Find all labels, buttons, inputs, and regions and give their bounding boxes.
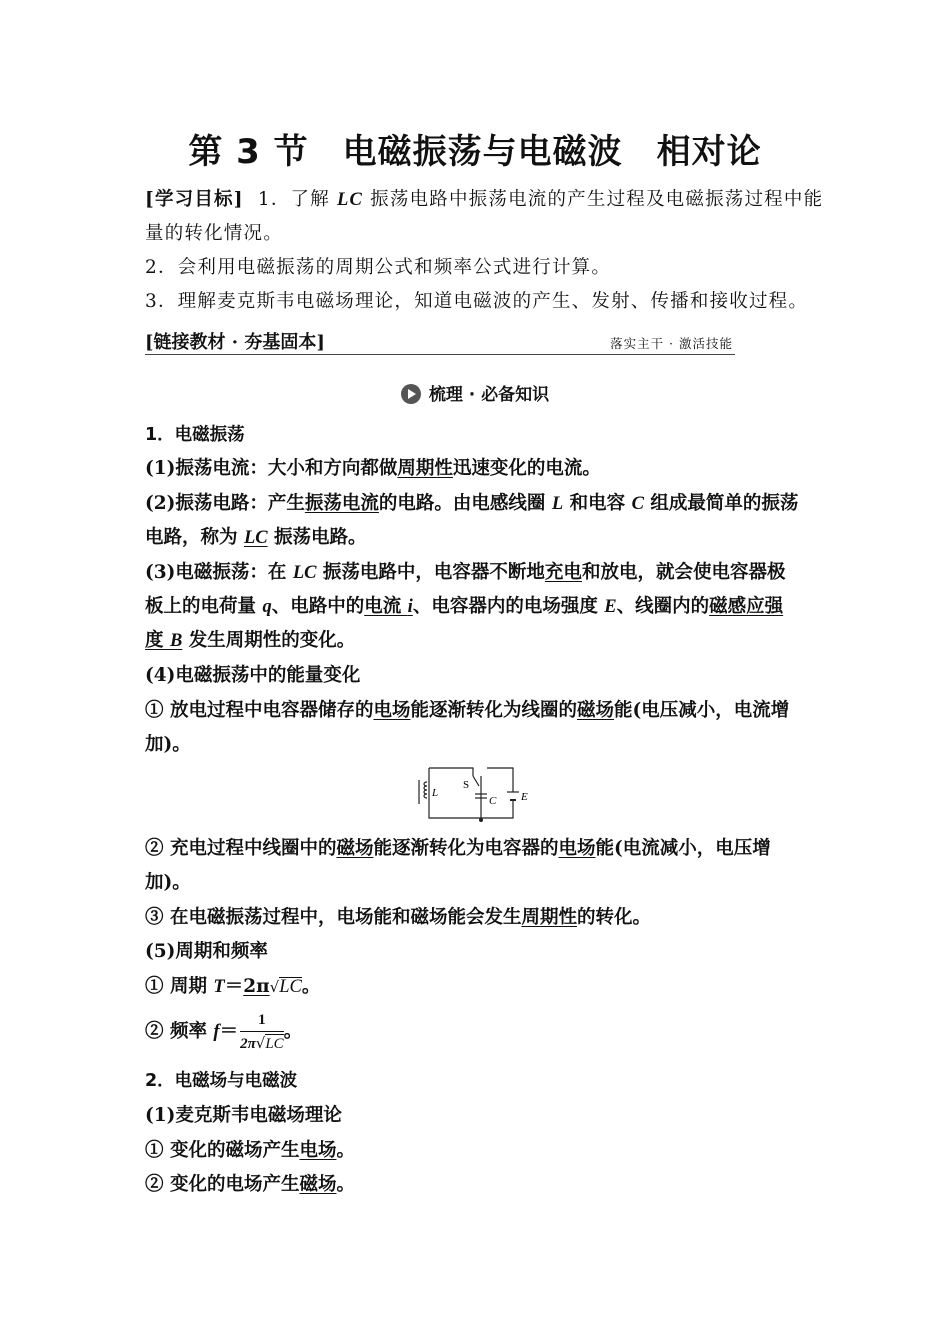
- text: 板上的电荷量: [145, 596, 263, 617]
- p4-step2: [145, 832, 810, 866]
- sqrt-icon: √: [269, 978, 280, 996]
- label-L: L: [432, 787, 439, 799]
- text: 和电容: [563, 493, 632, 514]
- text: 、线圈内的: [616, 596, 710, 617]
- text: ① 周期: [145, 976, 214, 997]
- text: 和放电，就会使电容器极: [581, 562, 786, 583]
- text: 电路，称为: [145, 527, 244, 548]
- objective-text: 1．了解: [257, 189, 338, 210]
- numerator: 1: [258, 1011, 266, 1028]
- objective-line-1: [145, 183, 824, 217]
- period-formula: [145, 970, 810, 1004]
- answer-blank: 磁感应强: [709, 596, 784, 617]
- answer-blank: 磁场: [299, 1174, 337, 1195]
- label-S: S: [463, 779, 470, 791]
- text: 的转化。: [576, 907, 651, 928]
- section2-heading: 2．电磁场与电磁波: [145, 1071, 298, 1091]
- answer-blank: [364, 596, 413, 617]
- text: 。: [336, 1140, 355, 1161]
- frequency-formula: [145, 1010, 810, 1054]
- symbol-L: L: [551, 494, 564, 514]
- radicand-lc: LC: [265, 1035, 284, 1052]
- text: 组成最简单的振荡: [643, 493, 799, 514]
- sqrt-icon: √: [255, 1033, 266, 1052]
- text: ② 频率: [145, 1021, 214, 1042]
- circuit-wire: [429, 768, 473, 776]
- inductor-coil: [424, 782, 427, 798]
- title-sub: 相对论: [656, 132, 762, 172]
- title-section-number: 第 3 节: [188, 132, 309, 172]
- text: (3)电磁振荡：在: [145, 562, 293, 583]
- answer-blank: 磁场: [576, 700, 614, 721]
- text: 、电容器内的电场强度: [412, 596, 605, 617]
- objective-text: 振荡电路中振荡电流的产生过程及电磁振荡过程中能: [363, 189, 824, 210]
- text: 、电路中的: [271, 596, 365, 617]
- text: 。: [283, 1021, 303, 1042]
- objective-line-2: 2．会利用电磁振荡的周期公式和频率公式进行计算。: [145, 257, 612, 278]
- p4-step2-cont: 加)。: [145, 872, 191, 893]
- symbol-q: q: [262, 597, 272, 617]
- text: ① 放电过程中电容器储存的: [145, 700, 374, 721]
- p4-step3: [145, 901, 810, 935]
- subheading-text: 梳理 · 必备知识: [428, 385, 550, 405]
- title-main: 电磁振荡与电磁波: [342, 132, 623, 172]
- text: 能(电压减小，电流增: [614, 700, 790, 721]
- text: (2)振荡电路：产生: [145, 493, 305, 514]
- answer-blank: 周期性: [397, 458, 453, 479]
- p4-heading: (4)电磁振荡中的能量变化: [145, 665, 361, 686]
- label-C: C: [489, 795, 497, 807]
- answer-blank: 电场: [373, 700, 411, 721]
- text: (1)振荡电流：大小和方向都做: [145, 458, 398, 479]
- symbol-B: B: [169, 631, 183, 651]
- text: 发生周期性的变化。: [182, 630, 356, 651]
- circuit-node: [479, 818, 483, 822]
- answer-blank: 振荡电流: [304, 493, 379, 514]
- answer-blank: LC: [243, 528, 268, 548]
- text: 。: [336, 1174, 355, 1195]
- p4-step1: [145, 694, 810, 728]
- text: 能逐渐转化为电容器的: [373, 838, 559, 859]
- text: ③ 在电磁振荡过程中，电场能和磁场能会发生: [145, 907, 522, 928]
- symbol-i: i: [407, 597, 413, 617]
- label-E: E: [521, 791, 528, 803]
- symbol-f: f: [213, 1022, 220, 1042]
- text: 2π: [240, 1035, 256, 1052]
- symbol-E: E: [604, 597, 617, 617]
- lc-symbol: LC: [292, 563, 317, 583]
- text: 电流: [364, 596, 408, 617]
- page-title: [0, 124, 950, 173]
- answer-blank: 2π: [243, 976, 270, 997]
- banner-left-label: [链接教材 · 夯基固本]: [145, 332, 325, 353]
- answer-blank: 磁场: [336, 838, 374, 859]
- section-banner: [145, 328, 735, 355]
- section1-heading: 1．电磁振荡: [145, 425, 245, 445]
- text: 迅速变化的电流。: [452, 458, 601, 479]
- symbol-T: T: [213, 977, 225, 997]
- text: 度: [145, 630, 170, 651]
- symbol-C: C: [631, 494, 644, 514]
- answer-blank: 电场: [558, 838, 596, 859]
- objective-line-1-cont: 量的转化情况。: [145, 223, 283, 244]
- answer-blank: 充电: [544, 562, 582, 583]
- objectives-tag: [学习目标]: [145, 189, 244, 210]
- denominator: [240, 1031, 284, 1053]
- p4-step1-cont: 加)。: [145, 734, 191, 755]
- p2-line2: [145, 521, 810, 555]
- text: 的电路。由电感线圈: [378, 493, 552, 514]
- equals-sign: ＝: [224, 976, 244, 997]
- radicand-lc: LC: [279, 977, 302, 997]
- lc-symbol: LC: [337, 190, 364, 210]
- maxwell-point-1: [145, 1134, 810, 1168]
- p2-oscillating-circuit: [145, 487, 810, 521]
- p3-em-oscillation: [145, 556, 810, 590]
- p1-oscillating-current: [145, 452, 810, 486]
- text: 能(电流减小，电压增: [595, 838, 771, 859]
- switch-blade: [473, 776, 479, 786]
- answer-blank: 周期性: [521, 907, 577, 928]
- answer-blank: [145, 630, 182, 651]
- text: 振荡电路中，电容器不断地: [316, 562, 545, 583]
- fraction: [240, 1012, 284, 1053]
- answer-blank: 电场: [299, 1140, 337, 1161]
- text: 振荡电路。: [267, 527, 367, 548]
- p3-line3: [145, 624, 810, 658]
- lc-circuit-diagram: [415, 762, 535, 824]
- circuit-wire: [481, 776, 513, 818]
- banner-right-label: 落实主干 · 激活技能: [610, 336, 733, 351]
- text: 。: [301, 976, 321, 997]
- p5-heading: (5)周期和频率: [145, 941, 268, 962]
- maxwell-point-2: [145, 1168, 810, 1202]
- text: ② 充电过程中线圈中的: [145, 838, 337, 859]
- play-icon: [401, 384, 421, 404]
- circuit-wire: [487, 768, 513, 792]
- maxwell-theory-heading: (1)麦克斯韦电磁场理论: [145, 1105, 342, 1126]
- text: 能逐渐转化为线圈的: [410, 700, 577, 721]
- text: ② 变化的电场产生: [145, 1174, 300, 1195]
- p3-line2: [145, 590, 810, 624]
- equals-sign: ＝: [219, 1021, 239, 1042]
- text: ① 变化的磁场产生: [145, 1140, 300, 1161]
- objective-line-3: 3．理解麦克斯韦电磁场理论，知道电磁波的产生、发射、传播和接收过程。: [145, 291, 809, 312]
- knowledge-subheading: [0, 380, 950, 405]
